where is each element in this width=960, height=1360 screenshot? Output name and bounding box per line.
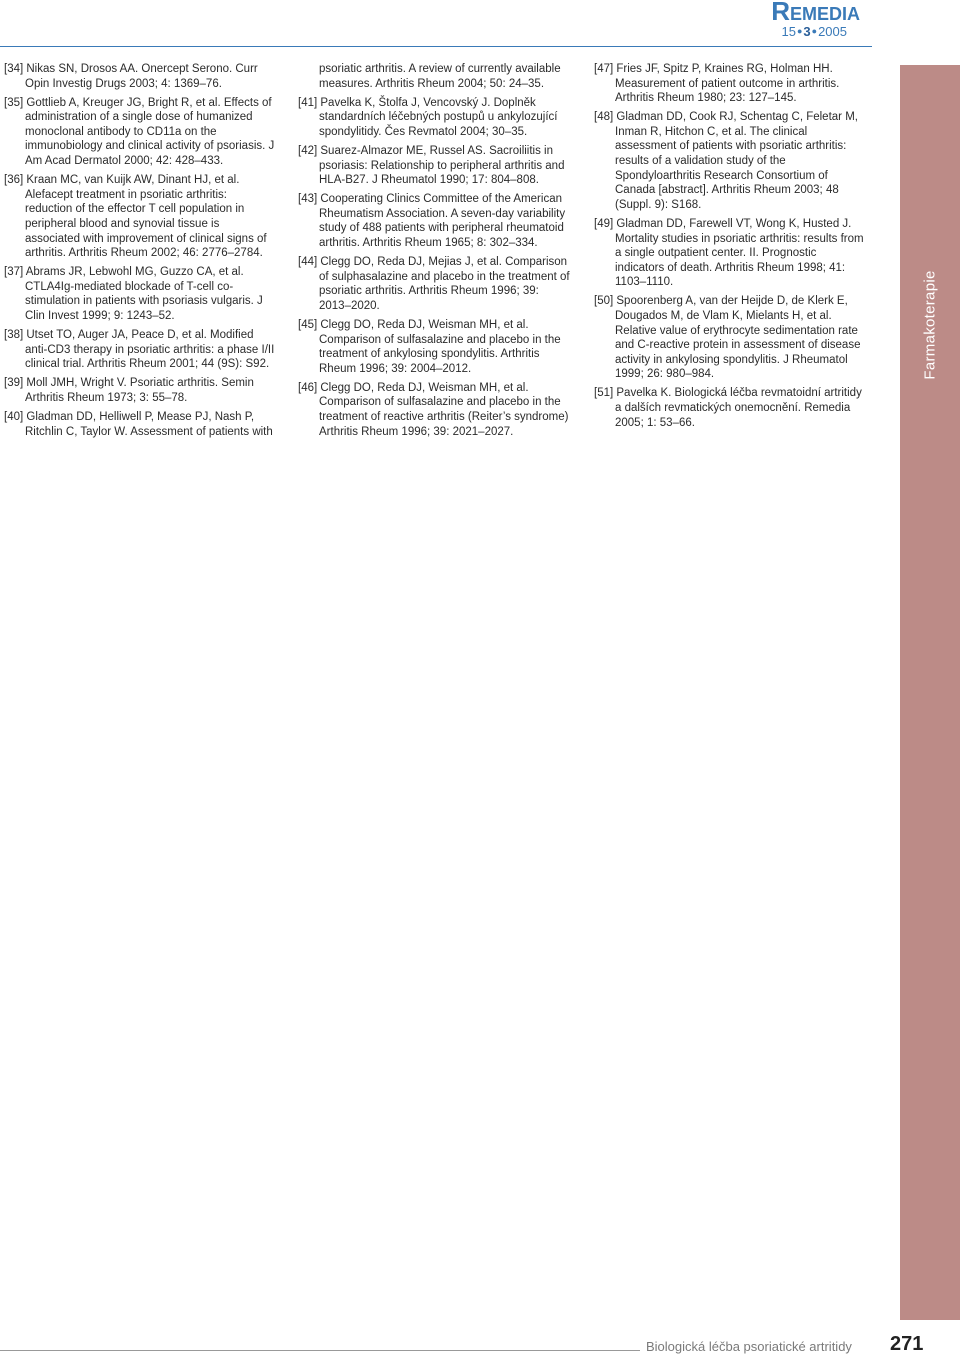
reference-item: [47] Fries JF, Spitz P, Kraines RG, Holman HH. Measurement of patient outcome in arthritis. Arthritis Rheum 1980; 23: 127–145. — [594, 63, 840, 105]
reference-item: [43] Cooperating Clinics Committee of the American Rheumatism Association. A seven-day variability study of 488 patients with peripheral rheumatoid arthritis. Arthritis Rheum 1965; 8: 302–334. — [298, 193, 566, 250]
separator-dot-icon: ● — [796, 26, 803, 36]
header-rule — [0, 46, 872, 47]
issue-number: 3 — [803, 24, 811, 39]
reference-item: [45] Clegg DO, Reda DJ, Weisman MH, et al. Comparison of sulfasalazine and placebo in the treatment of ankylosing spondylitis. Arthritis Rheum 1996; 39: 2004–2012. — [298, 319, 561, 375]
reference-item: [50] Spoorenberg A, van der Heijde D, de Klerk E, Dougados M, de Vlam K, Mielants H, et al. Relative value of erythrocyte sedimentation rate and C-reactive protein in assessment of disease activity in ankylosing spondylitis. J Rheumatol 1999; 26: 980–984. — [594, 295, 861, 381]
page-footer — [0, 1333, 924, 1359]
running-title: Biologická léčba psoriatické artritidy — [646, 1339, 852, 1354]
references-column-2 — [298, 62, 570, 444]
brand-logo: Remedia — [771, 0, 860, 26]
reference-item: [48] Gladman DD, Cook RJ, Schentag C, Feletar M, Inman R, Hitchon C, et al. The clinical assessment of patients with psoriatic arthritis: results of a validation study of the Spondyloarthritis Research Consortium of Canada [abstract]. Arthritis Rheum 2003; 48 (Suppl. 9): S168. — [594, 111, 858, 211]
reference-item: [46] Clegg DO, Reda DJ, Weisman MH, et al. Comparison of sulfasalazine and placebo in the treatment of reactive arthritis (Reiter’s syndrome) Arthritis Rheum 1996; 39: 2021–2027. — [298, 381, 569, 438]
reference-item: [34] Nikas SN, Drosos AA. Onercept Serono. Curr Opin Investig Drugs 2003; 4: 1369–76. — [4, 63, 258, 90]
reference-item: [51] Pavelka K. Biologická léčba revmatoidní artritidy a dalších revmatických onemocnění. Remedia 2005; 1: 53–66. — [594, 387, 862, 429]
reference-item: [38] Utset TO, Auger JA, Peace D, et al. Modified anti-CD3 therapy in psoriatic arthritis: a phase I/II clinical trial. Arthritis Rheum 2001; 44 (9S): S92. — [4, 329, 275, 371]
footer-rule — [0, 1350, 640, 1351]
reference-item: [35] Gottlieb A, Kreuger JG, Bright R, et al. Effects of administration of a single dose of humanized monoclonal antibody to CD11a on the immunobiology and clinical activity of psoriasis. J Am Acad Dermatol 2000; 42: 428–433. — [4, 96, 275, 168]
issue-year: 2005 — [818, 24, 847, 39]
reference-item: [36] Kraan MC, van Kuijk AW, Dinant HJ, et al. Alefacept treatment in psoriatic arthritis: reduction of the effector T cell population in peripheral blood and synovial tissue is associated with improvement of clinical signs of arthritis. Arthritis Rheum 2002; 46: 2776–2784. — [4, 174, 267, 260]
reference-item: [44] Clegg DO, Reda DJ, Mejias J, et al. Comparison of sulphasalazine and placebo in the treatment of psoriatic arthritis. Arthritis Rheum 1996; 39: 2013–2020. — [298, 256, 570, 312]
reference-item: [42] Suarez-Almazor ME, Russel AS. Sacroiliitis in psoriasis: Relationship to peripheral arthritis and HLA-B27. J Rheumatol 1990; 17: 804–808. — [298, 144, 565, 187]
issue-info — [782, 24, 848, 39]
reference-item: [37] Abrams JR, Lebwohl MG, Guzzo CA, et al. CTLA4Ig-mediated blockade of T-cell co-stimulation in patients with psoriasis vulgaris. J Clin Invest 1999; 9: 1243–52. — [4, 266, 263, 322]
section-label: Farmakoterapie — [921, 270, 939, 380]
references-column-1 — [4, 62, 276, 444]
section-side-tab — [900, 65, 960, 1320]
reference-item: [39] Moll JMH, Wright V. Psoriatic arthritis. Semin Arthritis Rheum 1973; 3: 55–78. — [4, 377, 254, 404]
reference-item: [41] Pavelka K, Štolfa J, Vencovský J. Doplněk standardních léčebných postupů u ankylozující spondylitidy. Čes Revmatol 2004; 30–35. — [298, 96, 558, 138]
reference-item: [40] Gladman DD, Helliwell P, Mease PJ, Nash P, Ritchlin C, Taylor W. Assessment of patients with — [4, 411, 273, 438]
section-label-wrapper — [900, 270, 960, 380]
separator-dot-icon: ● — [811, 26, 818, 36]
references-column-3 — [594, 62, 866, 435]
page-number: 271 — [890, 1333, 924, 1355]
issue-volume: 15 — [781, 24, 796, 39]
reference-item: [49] Gladman DD, Farewell VT, Wong K, Husted J. Mortality studies in psoriatic arthritis: results from a single outpatient center. II. Prognostic indicators of death. Arthritis Rheum 1998; 41: 1103–1110. — [594, 217, 864, 289]
reference-continuation: psoriatic arthritis. A review of currently available measures. Arthritis Rheum 2004; 50: 24–35. — [319, 63, 561, 90]
